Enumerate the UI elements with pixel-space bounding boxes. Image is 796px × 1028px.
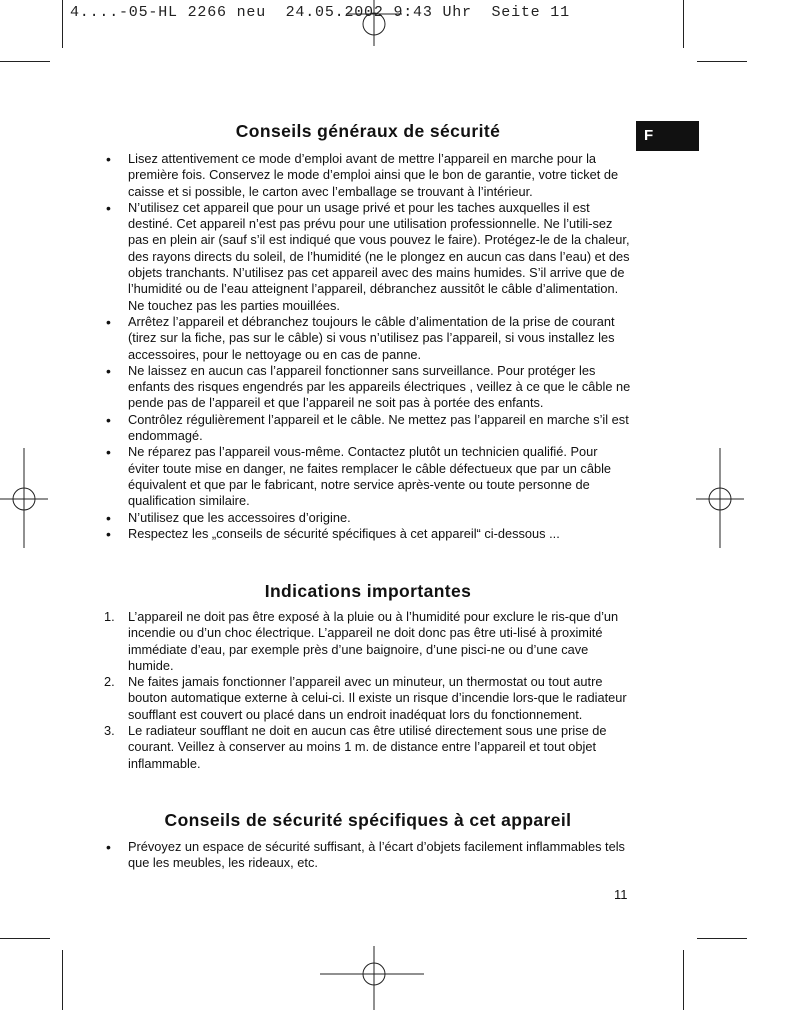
list-item: • Ne réparez pas l’appareil vous-même. Contactez plutôt un technicien qualifié. Pour éviter toute mise en danger, ne faites remplacer le câble défectueux que par un câble équivalent et que par le fabricant, notre service après-vente ou toute personne de qualification similaire. <box>104 444 632 509</box>
list-item: • Lisez attentivement ce mode d’emploi avant de mettre l’appareil en marche pour la première fois. Conservez le mode d’emploi ainsi que le bon de garantie, votre ticket de caisse et si possible, le carton avec l’emballage se trouvant à l’intérieur. <box>104 151 632 200</box>
item-text: Le radiateur soufflant ne doit en aucun cas être utilisé directement sous une prise de courant. Veillez à conserver au moins 1 m. de distance entre l’appareil et tout objet inflammable. <box>128 723 607 771</box>
item-number: 2. <box>104 674 115 690</box>
print-header: 4....-05-HL 2266 neu 24.05.2002 9:43 Uhr Seite 11 <box>70 4 570 21</box>
important-list <box>104 609 632 772</box>
list-item: • Respectez les „conseils de sécurité spécifiques à cet appareil“ ci-dessous ... <box>104 526 632 542</box>
registration-mark-right-icon <box>696 448 746 548</box>
item-text: Ne faites jamais fonctionner l’appareil avec un minuteur, un thermostat ou tout autre bouton automatique externe à celui-ci. Il existe un risque d’incendie lors-que le radiateur soufflant est couvert ou placé dans un endroit inadéquat lors du fonctionnement. <box>128 674 627 722</box>
crop-mark <box>62 0 63 48</box>
registration-mark-bottom-icon <box>320 946 424 1010</box>
item-number: 3. <box>104 723 115 739</box>
list-item <box>104 723 632 772</box>
crop-mark <box>62 950 63 1010</box>
list-item: • N’utilisez que les accessoires d’origine. <box>104 510 632 526</box>
specific-safety-list <box>104 839 632 872</box>
page-number: 11 <box>614 887 628 902</box>
specific-safety-heading: Conseils de sécurité spécifiques à cet appareil <box>164 810 572 830</box>
general-safety-heading: Conseils généraux de sécurité <box>235 121 501 141</box>
crop-mark <box>683 950 684 1010</box>
language-tab: F <box>636 121 699 151</box>
registration-mark-left-icon <box>0 448 50 548</box>
crop-mark <box>697 61 747 62</box>
list-item: • Prévoyez un espace de sécurité suffisant, à l’écart d’objets facilement inflammables tels que les meubles, les rideaux, etc. <box>104 839 632 872</box>
crop-mark <box>0 938 50 939</box>
item-number: 1. <box>104 609 115 624</box>
list-item: • N’utilisez cet appareil que pour un usage privé et pour les taches auxquelles il est destiné. Cet appareil n’est pas prévu pour une utilisation professionnelle. Ne l’utili-sez pas en plein air (sauf s’il est indiqué que vous pouvez le faire). Protégez-le de la chaleur, des rayons directs du soleil, de l’humidité (ne le plongez en aucun cas dans l’eau) et des objets tranchants. N’utilisez pas cet appareil avec des mains humides. S’il arrive que de l’humidité ou de l’eau atteignent l’appareil, débranchez aussitôt le câble d’alimentation. Ne touchez pas les parties mouillées. <box>104 200 632 314</box>
crop-mark <box>683 0 684 48</box>
list-item: • Contrôlez régulièrement l’appareil et le câble. Ne mettez pas l’appareil en marche s’il est endommagé. <box>104 412 632 445</box>
general-safety-list <box>104 151 632 542</box>
crop-mark <box>697 938 747 939</box>
item-text: L’appareil ne doit pas être exposé à la pluie ou à l’humidité pour exclure le ris-que d’un incendie ou d’un choc électrique. L’appareil ne doit donc pas être uti-lisé à proximité immédiate d’eau, par exemple près d’une baignoire, d’une pisci-ne ou d’une cave humide. <box>128 609 619 673</box>
list-item: • Ne laissez en aucun cas l’appareil fonctionner sans surveillance. Pour protéger les enfants des risques engendrés par les appareils électriques , veillez à ce que le câble ne pende pas de l’appareil et que l’appareil ne soit pas à portée des enfants. <box>104 363 632 412</box>
list-item: • Arrêtez l’appareil et débranchez toujours le câble d’alimentation de la prise de courant (tirez sur la fiche, pas sur le câble) si vous n’utilisez pas l’appareil, si vous installez les accessoires, pour le nettoyage ou en cas de panne. <box>104 314 632 363</box>
list-item <box>104 609 632 674</box>
crop-mark <box>0 61 50 62</box>
registration-mark-top-icon <box>346 0 402 48</box>
important-heading: Indications importantes <box>264 581 472 601</box>
list-item <box>104 674 632 723</box>
